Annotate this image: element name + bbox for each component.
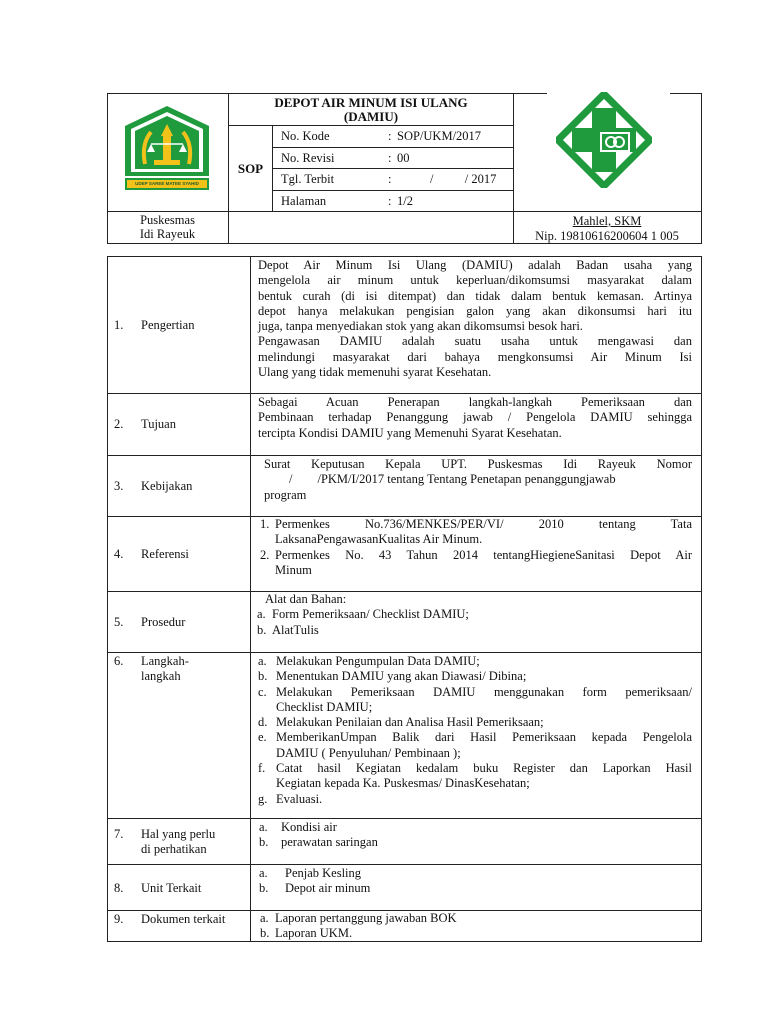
logo-caption: UDEP SAREE MATEE SYAHID: [135, 181, 199, 186]
section-label-line2: langkah: [141, 669, 181, 683]
field-sep: :: [388, 194, 392, 208]
signer-nip: Nip. 19810616200604 1 005: [535, 229, 679, 243]
section-number: 3.: [114, 479, 124, 493]
section-label: Referensi: [141, 547, 189, 561]
section-content: Surat Keputusan Kepala UPT. Puskesmas Idi Rayeuk Nomor / /PKM/I/2017 tentang Tentang Penetapan penanggungjawab program: [264, 457, 692, 502]
section-prosedur: [107, 592, 701, 652]
list-item: a. Kondisi air: [259, 820, 337, 834]
section-content: [260, 911, 694, 942]
section-content: Depot Air Minum Isi Ulang (DAMIU) adalah Badan usaha yang mengelola air minum untuk keperluan/dikomsumsi masyarakat dalam bentuk curah (di isi ditempat) dan tidak dalam bentuk kemasan. Artinya depot hanya melakukan pengisian galon yang akan dikonsumsi hari itu juga, tanpa menyediakan stok yang akan dikomsumsi besok hari. Pengawasan DAMIU adalah suatu usaha untuk mengawasi dan melindungi masyarakat dari bahaya mengkonsumsi Air Minum Isi Ulang yang tidak memenuhi syarat Kesehatan.: [258, 258, 692, 380]
section-hal-yang-perlu: [107, 819, 701, 864]
list-item: b. Laporan UKM.: [260, 926, 353, 941]
sop-label: SOP: [237, 161, 264, 176]
section-label: Hal yang perlu: [141, 827, 216, 841]
section-number: 9.: [114, 912, 124, 926]
prosedur-intro: Alat dan Bahan:: [265, 592, 347, 606]
section-content: [259, 866, 693, 897]
section-label: Prosedur: [141, 615, 186, 629]
list-item: a. Laporan pertanggung jawaban BOK: [260, 911, 457, 925]
section-kebijakan: [107, 456, 701, 516]
org-name-line2: Idi Rayeuk: [139, 227, 196, 241]
section-number: 7.: [114, 827, 124, 841]
section-unit-terkait: [107, 865, 701, 910]
list-item: e. MemberikanUmpan Balik dari Hasil Pemeriksaan kepada Pengelola DAMIU ( Penyuluhan/ Pembinaan );: [258, 730, 692, 760]
section-number: 6.: [114, 654, 124, 668]
document-title-line2: (DAMIU): [343, 109, 399, 124]
section-content: [258, 654, 692, 807]
list-item: d. Melakukan Penilaian dan Analisa Hasil Pemeriksaan;: [258, 715, 544, 730]
list-item: 1. Permenkes No.736/MENKES/PER/VI/ 2010 tentang Tata LaksanaPengawasanKualitas Air Minum.: [260, 517, 692, 547]
list-item: g. Evaluasi.: [258, 791, 323, 806]
section-number: 8.: [114, 881, 124, 895]
section-label: Kebijakan: [141, 479, 193, 493]
section-content: Sebagai Acuan Penerapan langkah-langkah Pemeriksaan dan Pembinaan terhadap Penanggung jawab / Pengelola DAMIU sehingga tercipta Kondisi DAMIU yang Memenuhi Syarat Kesehatan.: [258, 395, 692, 440]
field-label-halaman: Halaman: [281, 194, 327, 208]
section-number: 2.: [114, 417, 124, 431]
section-label: Pengertian: [141, 318, 195, 332]
org-name-line1: Puskesmas: [140, 213, 195, 227]
field-value-tgl-terbit: / / 2017: [430, 172, 497, 186]
section-tujuan: [107, 394, 701, 455]
list-item: b. perawatan saringan: [259, 835, 378, 850]
section-content: [257, 592, 691, 638]
list-item: c. Melakukan Pemeriksaan DAMIU menggunakan form pemeriksaan/ Checklist DAMIU;: [258, 684, 692, 714]
field-value-no-revisi: 00: [397, 151, 410, 165]
section-pengertian: [107, 257, 701, 393]
list-item: a. Melakukan Pengumpulan Data DAMIU;: [258, 654, 480, 668]
section-dokumen-terkait: [107, 911, 701, 941]
list-item: b. Menentukan DAMIU yang akan Diawasi/ Dibina;: [258, 669, 527, 684]
list-item: 2. Permenkes No. 43 Tahun 2014 tentangHiegieneSanitasi Depot Air Minum: [260, 547, 692, 577]
health-cross-logo: [556, 92, 652, 188]
field-sep: :: [388, 172, 392, 186]
field-sep: :: [388, 129, 392, 143]
section-number: 4.: [114, 547, 124, 561]
field-sep: :: [388, 151, 392, 165]
list-item: a. Penjab Kesling: [259, 866, 362, 880]
section-label: Tujuan: [141, 417, 176, 431]
section-label: Unit Terkait: [141, 881, 202, 895]
list-item: a. Form Pemeriksaan/ Checklist DAMIU;: [257, 607, 469, 622]
field-value-no-kode: SOP/UKM/2017: [397, 129, 482, 143]
section-content: [259, 820, 693, 851]
field-label-no-revisi: No. Revisi: [281, 151, 335, 165]
list-item: f. Catat hasil Kegiatan kedalam buku Register dan Laporkan Hasil Kegiatan kepada Ka. Puskesmas/ DinasKesehatan;: [258, 761, 692, 791]
field-label-no-kode: No. Kode: [281, 129, 330, 143]
document-title-line1: DEPOT AIR MINUM ISI ULANG: [274, 95, 468, 110]
field-label-tgl-terbit: Tgl. Terbit: [281, 172, 335, 186]
section-referensi: [107, 517, 701, 591]
section-number: 5.: [114, 615, 124, 629]
signer-name: Mahlel, SKM: [572, 214, 642, 228]
section-langkah-langkah: [107, 653, 701, 818]
section-content: [260, 517, 692, 578]
list-item: b. Depot air minum: [259, 881, 371, 896]
section-label: Langkah-: [141, 654, 189, 668]
section-label: Dokumen terkait: [141, 912, 226, 926]
field-value-halaman: 1/2: [397, 194, 413, 208]
list-item: b. AlatTulis: [257, 622, 319, 637]
section-label-line2: di perhatikan: [141, 842, 207, 856]
section-number: 1.: [114, 318, 124, 332]
